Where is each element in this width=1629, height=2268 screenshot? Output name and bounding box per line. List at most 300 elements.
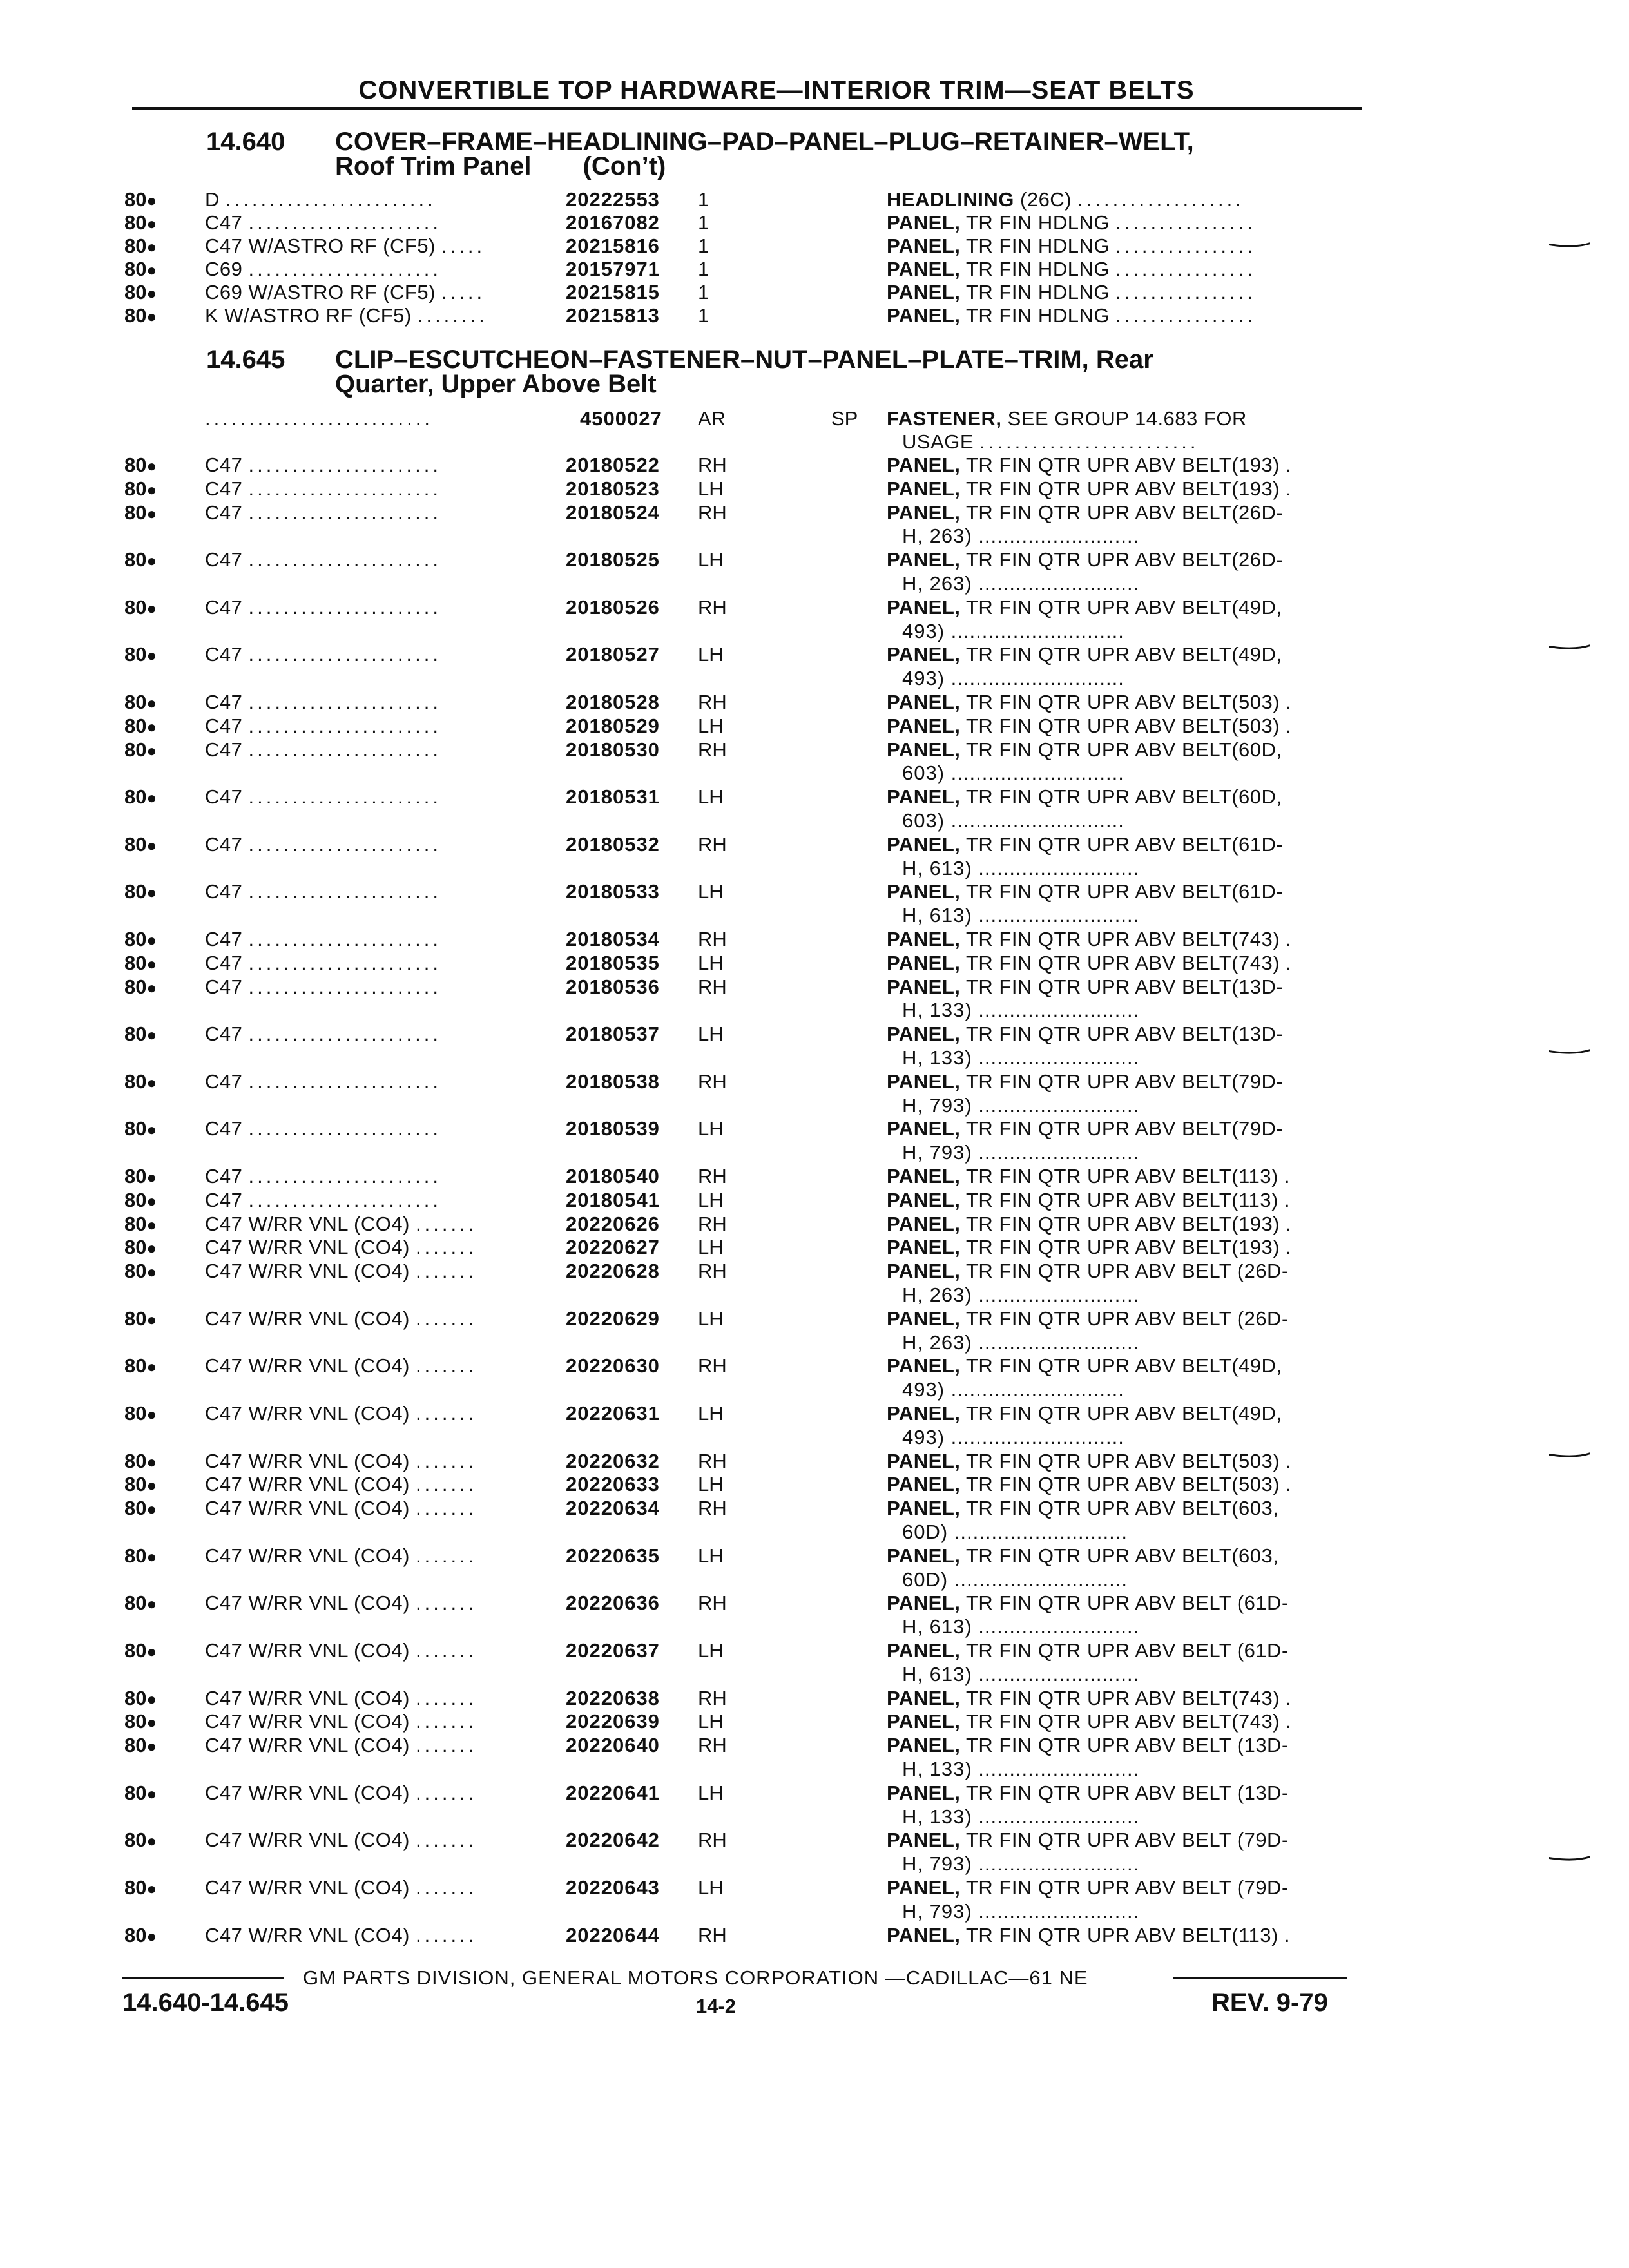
model-code [205,1450,477,1473]
description-rest: TR FIN QTR UPR ABV BELT (13D- [960,1781,1289,1804]
part-number: 20180529 [566,714,660,737]
description-rest: TR FIN QTR UPR ABV BELT(26D- [960,501,1284,524]
description-cont: 60D) ............................ [902,1521,1128,1543]
leader-dots: ....... [416,1544,477,1567]
model-code [205,1189,441,1212]
description [887,738,1282,762]
model-code-text: C47 [205,951,243,974]
description-cont: H, 263) .......................... [902,572,1140,595]
description [887,1544,1278,1568]
description-keyword: PANEL, [887,304,961,327]
model-code [205,785,441,809]
model-code [205,1782,477,1805]
quantity: RH [698,1354,727,1378]
bullet-mark: ● [146,1713,157,1733]
part-number: 20180533 [566,880,660,903]
leader-dots: ................ [1115,258,1256,280]
quantity: LH [698,1876,724,1899]
model-code-text: C47 W/RR VNL (CO4) [205,1544,410,1567]
description-rest: TR FIN QTR UPR ABV BELT(193) . [960,477,1292,500]
description [887,1710,1291,1733]
description-keyword: PANEL, [887,1236,961,1259]
description-keyword: PANEL, [887,714,961,737]
quantity: LH [698,1781,724,1804]
description-rest: TR FIN QTR UPR ABV BELT(113) . [960,1923,1290,1946]
description-keyword: PANEL, [887,832,961,856]
model-year-value: 80 [124,477,147,500]
description-rest: TR FIN QTR UPR ABV BELT (79D- [960,1829,1289,1852]
part-number: 20220636 [566,1591,660,1615]
leader-dots: ....... [416,1497,477,1520]
description-rest: TR FIN QTR UPR ABV BELT(113) . [960,1188,1290,1211]
description-rest: SEE GROUP 14.683 FOR [1007,407,1247,430]
bullet-mark: ● [146,1215,157,1235]
group-subtitle: Quarter, Upper Above Belt [335,370,657,398]
model-code-text: C47 [205,477,243,500]
model-year [124,1544,157,1568]
description [887,975,1283,999]
model-code [205,1117,441,1140]
description-keyword: PANEL, [887,1544,961,1567]
continued-label: (Con’t) [583,152,666,180]
description-cont-text: USAGE [902,430,974,453]
quantity: 1 [698,258,709,280]
model-code [205,501,441,524]
group-number: 14.645 [206,345,285,374]
model-code-text: C47 [205,691,243,713]
model-year-value: 80 [124,1734,147,1757]
leader-dots: ...................... [248,477,441,500]
bullet-mark: ● [146,1405,157,1424]
bullet-mark: ● [146,1594,157,1614]
leader-dots: ...................... [248,880,441,903]
model-year [124,477,157,501]
model-code [205,1734,477,1757]
quantity: RH [698,501,727,524]
leader-dots: ....... [416,1402,477,1425]
model-year-value: 80 [124,1402,147,1425]
part-number: 20220632 [566,1449,660,1472]
description-rest: TR FIN QTR UPR ABV BELT(26D- [960,548,1284,572]
description-rest: TR FIN QTR UPR ABV BELT (26D- [960,1260,1289,1283]
description-rest: TR FIN QTR UPR ABV BELT(61D- [960,832,1284,856]
description-keyword: PANEL, [887,880,961,903]
description-rest: TR FIN QTR UPR ABV BELT (79D- [960,1876,1289,1899]
description-keyword: PANEL, [887,738,961,761]
part-number: 20180528 [566,691,660,713]
description-keyword: PANEL, [887,1639,961,1662]
description-cont: H, 613) .......................... [902,1615,1140,1639]
footer-rule-right [1173,1977,1347,1979]
bullet-mark: ● [146,1475,157,1495]
model-code-text: C47 [205,1070,243,1093]
quantity: LH [698,548,724,572]
leader-dots: ....... [416,1236,477,1259]
description-cont: H, 133) .......................... [902,1805,1140,1828]
description-keyword: PANEL, [887,1497,961,1520]
description [887,407,1247,430]
description-rest: TR FIN QTR UPR ABV BELT(743) . [960,951,1292,974]
leader-dots: ...................... [248,1165,441,1187]
bullet-mark: ● [146,977,157,997]
description-keyword: PANEL, [887,1402,961,1425]
model-year [124,258,157,282]
model-year [124,211,157,235]
description-rest: TR FIN QTR UPR ABV BELT(503) . [960,1473,1292,1496]
model-code [205,928,441,951]
description-cont: 493) ............................ [902,1378,1124,1401]
quantity: 1 [698,235,709,257]
model-code [205,596,441,619]
description-keyword: PANEL, [887,1734,961,1757]
bullet-mark: ● [146,260,157,280]
margin-tick-mark [1549,1452,1590,1459]
model-year [124,1307,157,1331]
leader-dots: ...................... [248,714,441,737]
part-number: 20180526 [566,595,660,619]
bullet-mark: ● [146,1689,157,1709]
description-cont: H, 793) .......................... [902,1093,1140,1117]
bullet-mark: ● [146,1262,157,1282]
model-code [205,548,441,572]
quantity: LH [698,1473,724,1496]
model-code-text: K W/ASTRO RF (CF5) [205,304,412,327]
leader-dots: ................ [1115,235,1256,257]
model-code [205,1260,477,1283]
description [887,1354,1282,1378]
leader-dots: ...................... [248,595,441,619]
model-code-text: C47 W/RR VNL (CO4) [205,1307,410,1330]
description [887,235,1256,258]
quantity: RH [698,595,727,619]
bullet-mark: ● [146,1879,157,1898]
bullet-mark: ● [146,1546,157,1566]
description-cont: 603) ............................ [902,762,1124,785]
quantity: RH [698,1212,727,1235]
margin-tick-mark [1549,1856,1590,1862]
description-keyword: PANEL, [887,1188,961,1211]
leader-dots: ....... [416,1923,477,1946]
bullet-mark: ● [146,214,157,233]
leader-dots: ....... [416,1591,477,1615]
description-rest: TR FIN QTR UPR ABV BELT(113) . [960,1165,1290,1187]
model-year-value: 80 [124,643,147,666]
part-number: 20180537 [566,1023,660,1046]
model-code [205,1307,477,1331]
model-year-value: 80 [124,211,147,234]
description [887,1473,1291,1496]
part-number: 20180527 [566,643,660,666]
part-number: 20180534 [566,928,660,950]
bullet-mark: ● [146,503,157,523]
part-number: 20220643 [566,1876,660,1899]
model-code-text: C47 W/RR VNL (CO4) [205,1923,410,1946]
model-year [124,1354,157,1378]
description-keyword: PANEL, [887,548,961,572]
leader-dots: ...................... [248,501,441,524]
model-year [124,1876,157,1900]
description [887,596,1282,619]
leader-dots: ..... [441,281,486,303]
quantity: RH [698,1497,727,1520]
description-keyword: PANEL, [887,785,961,809]
quantity: LH [698,951,724,974]
title-rule [132,107,1362,110]
leader-dots: ...................... [248,1117,441,1140]
quantity: LH [698,1639,724,1662]
leader-dots: ................ [1115,304,1256,327]
description-rest: TR FIN QTR UPR ABV BELT(603, [960,1497,1279,1520]
description-cont: H, 133) .......................... [902,1758,1140,1780]
description-rest: TR FIN HDLNG [960,281,1110,303]
model-code [205,1544,477,1568]
group-title: COVER–FRAME–HEADLINING–PAD–PANEL–PLUG–RETAINER–WELT, [335,128,1194,156]
description [887,785,1282,809]
quantity: LH [698,1402,724,1425]
model-year [124,1710,157,1734]
model-year-value: 80 [124,1876,147,1899]
part-number: 20180524 [566,501,660,524]
margin-tick-mark [1549,644,1590,651]
part-number: 20180539 [566,1117,660,1140]
model-year [124,281,157,305]
model-code [205,235,485,258]
part-number: 20220629 [566,1307,660,1330]
description-rest: TR FIN QTR UPR ABV BELT(49D, [960,595,1282,619]
model-year-value: 80 [124,738,147,761]
description-rest: TR FIN QTR UPR ABV BELT(193) . [960,454,1292,476]
model-year-value: 80 [124,1212,147,1235]
description-keyword: PANEL, [887,1307,961,1330]
group-number: 14.640 [206,128,285,156]
leader-dots: ........................ [226,188,436,211]
part-number: 20180538 [566,1070,660,1093]
bullet-mark: ● [146,1783,157,1803]
model-code-text: C47 W/RR VNL (CO4) [205,1212,410,1235]
description [887,211,1256,235]
part-number: 20220630 [566,1354,660,1378]
model-code-text: C47 W/RR VNL (CO4) [205,1497,410,1520]
group-title: CLIP–ESCUTCHEON–FASTENER–NUT–PANEL–PLATE–TRIM, Rear [335,345,1153,374]
model-year-value: 80 [124,281,147,303]
model-year-value: 80 [124,258,147,280]
quantity: RH [698,1449,727,1472]
model-year-value: 80 [124,1117,147,1140]
model-year [124,1829,157,1852]
model-year [124,1070,157,1094]
leader-dots: ...................... [248,975,441,998]
description-rest: TR FIN HDLNG [960,235,1110,257]
description-rest: TR FIN HDLNG [960,258,1110,280]
model-year [124,1450,157,1474]
description-keyword: PANEL, [887,691,961,713]
description-keyword: PANEL, [887,235,961,257]
description [887,1734,1289,1757]
model-year [124,691,157,715]
model-code-text: C47 [205,1023,243,1046]
part-number: 20180535 [566,951,660,974]
model-code [205,1924,477,1947]
description-rest: TR FIN QTR UPR ABV BELT (26D- [960,1307,1289,1330]
description-rest: (26C) [1014,188,1072,211]
description-keyword: PANEL, [887,643,961,666]
part-number: 20215815 [566,281,660,303]
description-cont: 493) ............................ [902,667,1124,690]
model-year-value: 80 [124,1781,147,1804]
model-year-value: 80 [124,1544,147,1567]
quantity: RH [698,1923,727,1946]
model-year-value: 80 [124,1188,147,1211]
description-keyword: PANEL, [887,258,961,280]
model-code [205,454,441,477]
model-code-text: C47 W/RR VNL (CO4) [205,1686,410,1709]
description-keyword: PANEL, [887,477,961,500]
footer-text: GM PARTS DIVISION, GENERAL MOTORS CORPORATION —CADILLAC—61 NE [303,1966,1088,1989]
part-number: 20220627 [566,1236,660,1259]
part-number: 20220641 [566,1781,660,1804]
description-rest: TR FIN QTR UPR ABV BELT(60D, [960,785,1282,809]
description-keyword: PANEL, [887,1354,961,1378]
leader-dots: ....... [416,1260,477,1283]
description-rest: TR FIN QTR UPR ABV BELT(61D- [960,880,1284,903]
model-code [205,281,485,304]
leader-dots: ....... [416,1686,477,1709]
model-year [124,1639,157,1663]
bullet-mark: ● [146,1025,157,1045]
description-keyword: PANEL, [887,1923,961,1946]
model-code-text: C47 W/RR VNL (CO4) [205,1354,410,1378]
description-rest: TR FIN QTR UPR ABV BELT(743) . [960,928,1292,950]
model-year [124,454,157,477]
bullet-mark: ● [146,479,157,499]
description [887,1260,1289,1283]
model-code [205,1023,441,1046]
model-code-text: C47 W/RR VNL (CO4) [205,1236,410,1259]
leader-dots: ................... [1077,188,1244,211]
model-year-value: 80 [124,1449,147,1472]
quantity: LH [698,1117,724,1140]
part-number: 20220642 [566,1829,660,1852]
description-keyword: FASTENER, [887,407,1002,430]
description-rest: TR FIN QTR UPR ABV BELT(79D- [960,1070,1284,1093]
model-code-text: C47 [205,714,243,737]
model-year-value: 80 [124,235,147,257]
model-year-value: 80 [124,1070,147,1093]
bullet-mark: ● [146,835,157,855]
description-keyword: PANEL, [887,1260,961,1283]
model-code [205,1591,477,1615]
model-year-value: 80 [124,691,147,713]
model-year [124,188,157,212]
quantity: RH [698,738,727,761]
model-code-text: C47 W/RR VNL (CO4) [205,1734,410,1757]
model-code-text: C47 [205,548,243,572]
model-year [124,1497,157,1521]
description [887,1591,1289,1615]
description-cont: 493) ............................ [902,1425,1124,1448]
model-year [124,975,157,999]
leader-dots: ...................... [248,258,441,280]
model-code [205,691,441,714]
bullet-mark: ● [146,191,157,210]
model-code-text: C47 W/RR VNL (CO4) [205,1876,410,1899]
model-year [124,1165,157,1189]
description [887,1165,1290,1188]
model-code [205,643,441,666]
footer-group-range: 14.640-14.645 [122,1988,289,2017]
model-code [205,975,441,999]
model-code-text: C47 [205,975,243,998]
model-code-text: C47 [205,880,243,903]
model-code [205,1876,477,1899]
bullet-mark: ● [146,716,157,736]
description-keyword: PANEL, [887,1165,961,1187]
margin-tick-mark [1549,1049,1590,1055]
bullet-mark: ● [146,284,157,303]
model-code [205,833,441,856]
description [887,1307,1289,1331]
leader-dots: ....... [416,1354,477,1378]
bullet-mark: ● [146,1072,157,1092]
description-cont: H, 793) .......................... [902,1141,1140,1164]
model-year-value: 80 [124,1023,147,1046]
description-rest: TR FIN QTR UPR ABV BELT(49D, [960,1354,1282,1378]
description-keyword: PANEL, [887,454,961,476]
description-cont: H, 133) .......................... [902,1046,1140,1069]
leader-dots: ...................... [248,832,441,856]
model-year [124,1236,157,1260]
model-code [205,880,441,903]
part-number: 20220637 [566,1639,660,1662]
description [887,281,1256,304]
leader-dots: ...................... [248,951,441,974]
bullet-mark: ● [146,1168,157,1187]
model-code-text: C47 W/RR VNL (CO4) [205,1829,410,1852]
description [887,304,1256,327]
model-year [124,1117,157,1141]
model-code [205,1473,477,1496]
description [887,258,1256,281]
description [887,1023,1283,1046]
bullet-mark: ● [146,693,157,713]
part-number: 4500027 [580,407,662,430]
model-year-value: 80 [124,595,147,619]
model-code [205,304,488,327]
model-code-text: C47 W/ASTRO RF (CF5) [205,235,436,257]
description-keyword: PANEL, [887,1781,961,1804]
quantity: LH [698,1236,724,1259]
leader-dots: ...................... [248,643,441,666]
model-year [124,1591,157,1615]
leader-dots: ...................... [248,928,441,950]
description [887,1402,1282,1425]
bullet-mark: ● [146,1831,157,1851]
model-code [205,952,441,975]
quantity: LH [698,1710,724,1733]
model-year [124,548,157,572]
description-rest: TR FIN QTR UPR ABV BELT (61D- [960,1639,1289,1662]
quantity: RH [698,1829,727,1852]
part-number: 20220644 [566,1923,660,1946]
model-year [124,785,157,809]
model-code-text: D [205,188,220,211]
model-year [124,643,157,667]
model-year-value: 80 [124,785,147,809]
description [887,1236,1291,1259]
quantity: LH [698,1544,724,1567]
model-code-text: C47 [205,1117,243,1140]
model-code-text: C47 [205,501,243,524]
